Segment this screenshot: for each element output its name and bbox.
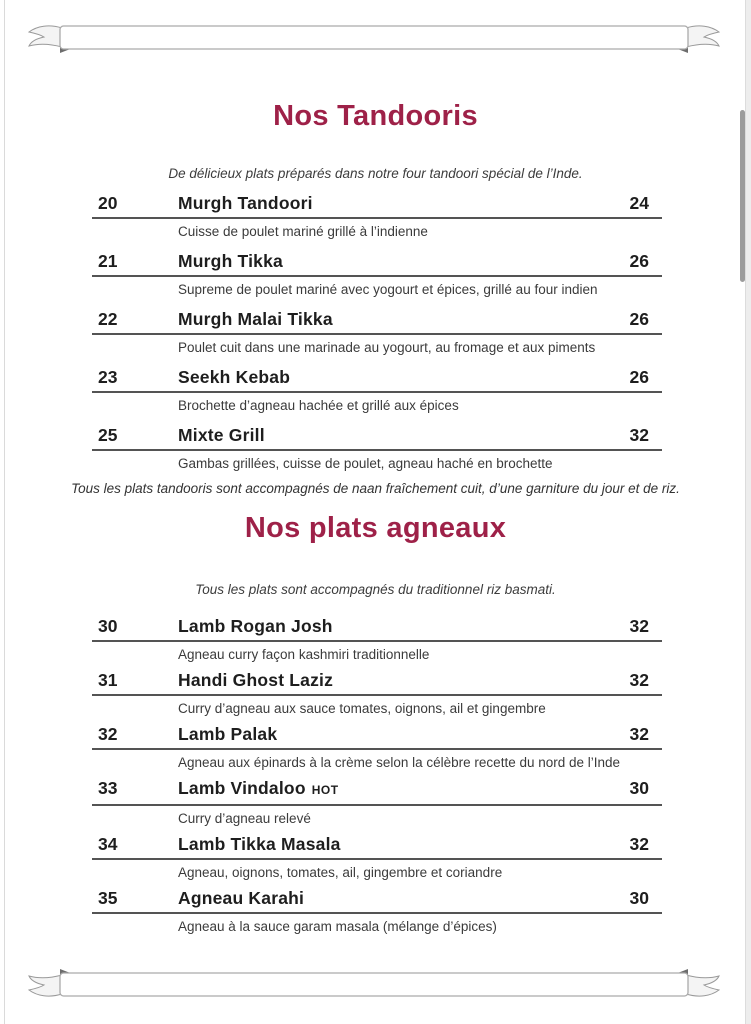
menu-item-description: Poulet cuit dans une marinade au yogourt, au fromage et aux piments	[178, 340, 596, 355]
menu-item-name	[178, 778, 630, 801]
menu-item-head	[92, 888, 662, 914]
menu-item-number: 25	[98, 425, 118, 445]
menu-item-price: 32	[629, 616, 649, 636]
menu-items-list-tandooris	[92, 193, 662, 483]
menu-item-number: 30	[98, 616, 118, 636]
menu-item-name	[178, 193, 630, 214]
menu-item-price: 26	[629, 251, 649, 271]
menu-item-name-text: Lamb Vindaloo	[178, 778, 306, 798]
menu-item-head	[92, 834, 662, 860]
menu-item-price: 26	[629, 367, 649, 387]
menu-item	[92, 616, 662, 663]
menu-item-name	[178, 251, 630, 272]
menu-item-name-text: Murgh Malai Tikka	[178, 309, 333, 329]
menu-item	[92, 425, 662, 472]
menu-item-name	[178, 834, 630, 855]
section-footnote-tandooris: Tous les plats tandooris sont accompagnés de naan fraîchement cuit, d’une garniture du jour et de riz.	[71, 481, 680, 496]
menu-item-name	[178, 425, 630, 446]
menu-item-price: 32	[629, 724, 649, 744]
menu-item-price: 30	[629, 888, 649, 908]
menu-item-description: Agneau, oignons, tomates, ail, gingembre et coriandre	[178, 865, 503, 880]
menu-item	[92, 193, 662, 240]
menu-item-description: Curry d’agneau relevé	[178, 811, 311, 826]
menu-item-description: Agneau curry façon kashmiri traditionnelle	[178, 647, 430, 662]
menu-item	[92, 309, 662, 356]
scrollbar-thumb[interactable]	[740, 110, 745, 282]
menu-item-name-text: Murgh Tikka	[178, 251, 283, 271]
menu-item	[92, 251, 662, 298]
ribbon-banner-icon	[28, 20, 720, 62]
menu-item-name-text: Seekh Kebab	[178, 367, 291, 387]
menu-item-number: 33	[98, 778, 118, 798]
section-title-agneaux: Nos plats agneaux	[244, 512, 507, 544]
menu-item-head	[92, 616, 662, 642]
scrollbar-track[interactable]	[746, 0, 751, 1024]
menu-item-head	[92, 193, 662, 219]
section-subtitle-agneaux: Tous les plats sont accompagnés du traditionnel riz basmati.	[195, 582, 556, 597]
section-subtitle-tandooris: De délicieux plats préparés dans notre four tandoori spécial de l’Inde.	[168, 166, 583, 181]
menu-item-number: 31	[98, 670, 118, 690]
hot-badge: HOT	[311, 783, 339, 797]
scrollbar-edge	[745, 0, 746, 1024]
menu-item-name	[178, 724, 630, 745]
menu-item-name-text: Lamb Rogan Josh	[178, 616, 333, 636]
menu-item-name	[178, 670, 630, 691]
menu-item-name-text: Murgh Tandoori	[178, 193, 313, 213]
menu-item-description: Supreme de poulet mariné avec yogourt et épices, grillé au four indien	[178, 282, 598, 297]
menu-item-head	[92, 251, 662, 277]
menu-item-description: Cuisse de poulet mariné grillé à l’indienne	[178, 224, 428, 239]
menu-item-name-text: Handi Ghost Laziz	[178, 670, 334, 690]
menu-item-description: Gambas grillées, cuisse de poulet, agneau haché en brochette	[178, 456, 553, 471]
ribbon-banner-icon	[28, 960, 720, 1002]
menu-item-price: 24	[629, 193, 649, 213]
menu-item-head	[92, 367, 662, 393]
menu-item-number: 35	[98, 888, 118, 908]
menu-item-head	[92, 670, 662, 696]
menu-item	[92, 670, 662, 717]
menu-item-head	[92, 778, 662, 806]
menu-item-price: 32	[629, 670, 649, 690]
menu-item-number: 21	[98, 251, 118, 271]
menu-item-name	[178, 309, 630, 330]
menu-item-name-text: Mixte Grill	[178, 425, 265, 445]
menu-item-description: Curry d’agneau aux sauce tomates, oignons, ail et gingembre	[178, 701, 546, 716]
menu-item	[92, 724, 662, 771]
menu-item-number: 20	[98, 193, 118, 213]
menu-item-name	[178, 888, 630, 909]
menu-item	[92, 834, 662, 881]
menu-item-number: 23	[98, 367, 118, 387]
section-title-tandooris: Nos Tandooris	[273, 100, 478, 132]
menu-item-number: 34	[98, 834, 118, 854]
menu-item-head	[92, 309, 662, 335]
menu-item-number: 32	[98, 724, 118, 744]
menu-item-head	[92, 425, 662, 451]
menu-item-price: 32	[629, 834, 649, 854]
menu-item	[92, 888, 662, 935]
menu-item-name-text: Agneau Karahi	[178, 888, 305, 908]
menu-item-description: Agneau aux épinards à la crème selon la célèbre recette du nord de l’Inde	[178, 755, 621, 770]
menu-item-number: 22	[98, 309, 118, 329]
menu-item-price: 26	[629, 309, 649, 329]
menu-item-name	[178, 616, 630, 637]
menu-item	[92, 778, 662, 827]
menu-item-description: Brochette d’agneau hachée et grillé aux épices	[178, 398, 459, 413]
menu-item-name	[178, 367, 630, 388]
menu-item-price: 30	[629, 778, 649, 798]
menu-item-price: 32	[629, 425, 649, 445]
menu-item-head	[92, 724, 662, 750]
menu-item-name-text: Lamb Tikka Masala	[178, 834, 341, 854]
menu-item	[92, 367, 662, 414]
menu-item-description: Agneau à la sauce garam masala (mélange d’épices)	[178, 919, 497, 934]
menu-items-list-agneaux	[92, 616, 662, 942]
menu-item-name-text: Lamb Palak	[178, 724, 278, 744]
